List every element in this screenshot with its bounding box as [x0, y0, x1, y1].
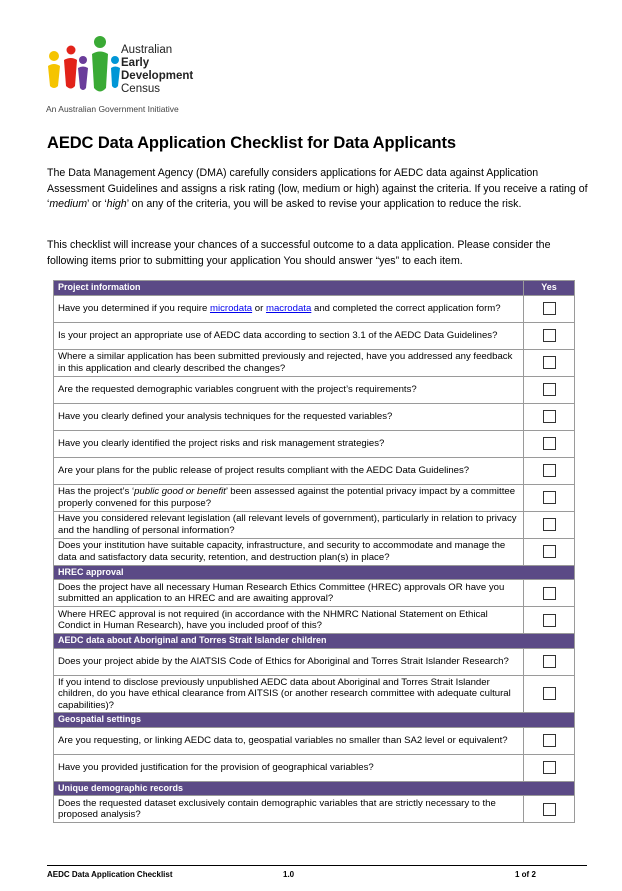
- checklist-row: [54, 322, 575, 349]
- yes-cell: [524, 796, 575, 823]
- yes-cell: [524, 607, 575, 634]
- section-header-hrec: [54, 565, 575, 580]
- macrodata-link[interactable]: macrodata: [265, 302, 312, 314]
- question-text: Where a similar application has been submitted previously and rejected, have you addressed any feedback in this application and clearly described the changes?: [54, 349, 524, 376]
- checklist-row: [54, 349, 575, 376]
- yes-cell: [524, 648, 575, 675]
- checklist-row: [54, 430, 575, 457]
- yes-column-header: Yes: [524, 281, 575, 296]
- section-title: Geospatial settings: [54, 713, 575, 728]
- logo-wordmark: [121, 44, 193, 96]
- logo-line-1: Australian: [121, 44, 173, 56]
- yes-cell: [524, 580, 575, 607]
- question-text-part: Have you determined if you require: [58, 302, 210, 314]
- checklist-row: [54, 484, 575, 511]
- checklist-row: [54, 727, 575, 754]
- section-header-aboriginal: [54, 634, 575, 649]
- page-title: AEDC Data Application Checklist for Data Applicants: [47, 134, 456, 152]
- question-text: Are you requesting, or linking AEDC data to, geospatial variables no smaller than SA2 level or equivalent?: [54, 727, 524, 754]
- yes-checkbox[interactable]: [543, 491, 556, 504]
- yes-cell: [524, 403, 575, 430]
- yes-checkbox[interactable]: [543, 587, 556, 600]
- question-text: Have you considered relevant legislation (all relevant levels of government), particularly in relation to privacy and the handling of personal information?: [54, 511, 524, 538]
- section-header-unique: [54, 781, 575, 796]
- logo-line-3: Development: [121, 70, 194, 82]
- intro-p1-text-c: ’ on any of the criteria, you will be asked to revise your application to reduce the risk.: [126, 198, 522, 210]
- yes-checkbox[interactable]: [543, 410, 556, 423]
- section-title: HREC approval: [54, 565, 575, 580]
- yes-checkbox[interactable]: [543, 655, 556, 668]
- question-text: Does your institution have suitable capacity, infrastructure, and security to accommodate and manage the data and satisfactory data security, retention, and destruction plan(s) in place?: [54, 538, 524, 565]
- aedc-logo-figures-icon: [44, 30, 124, 102]
- yes-checkbox[interactable]: [543, 545, 556, 558]
- section-title: Unique demographic records: [54, 781, 575, 796]
- question-text: Where HREC approval is not required (in accordance with the NHMRC National Statement on Ethical Condict in Human Research), have you included proof of this?: [54, 607, 524, 634]
- checklist-row: [54, 538, 575, 565]
- question-text: Have you provided justification for the provision of geographical variables?: [54, 754, 524, 781]
- checklist-row: [54, 511, 575, 538]
- question-text-part: ’ been assessed against the potential privacy impact by a committee properly convened for this purpose?: [58, 486, 516, 509]
- intro-p1-text-a: The Data Management Agency (DMA) carefully considers applications for AEDC data against Application Assessment Guidelines and assigns a risk rating (low, medium or high) against the criteria. If you receive a rating of ‘: [47, 167, 588, 210]
- yes-cell: [524, 430, 575, 457]
- yes-checkbox[interactable]: [543, 761, 556, 774]
- intro-p1-text-b: ’ or ‘: [87, 198, 107, 210]
- logo-tagline: An Australian Government Initiative: [46, 104, 179, 114]
- yes-cell: [524, 484, 575, 511]
- yes-cell: [524, 754, 575, 781]
- intro-p1-medium: medium: [49, 198, 88, 210]
- yes-checkbox[interactable]: [543, 734, 556, 747]
- question-text-part: Has the project’s ‘: [58, 486, 135, 497]
- yes-checkbox[interactable]: [543, 302, 556, 315]
- footer-document-name: AEDC Data Application Checklist: [47, 870, 173, 879]
- section-header-project: [54, 281, 575, 296]
- question-text: [54, 484, 524, 511]
- section-header-geospatial: [54, 713, 575, 728]
- logo-line-2: Early: [121, 57, 150, 69]
- question-text: Does the project have all necessary Human Research Ethics Committee (HREC) approvals OR have you submitted an application to an HREC and are awaiting approval?: [54, 580, 524, 607]
- yes-checkbox[interactable]: [543, 464, 556, 477]
- yes-cell: [524, 538, 575, 565]
- checklist-row: [54, 675, 575, 713]
- yes-cell: [524, 322, 575, 349]
- checklist-row: [54, 295, 575, 322]
- yes-checkbox[interactable]: [543, 614, 556, 627]
- yes-cell: [524, 727, 575, 754]
- question-text-part: or: [252, 302, 266, 314]
- question-text: Is your project an appropriate use of AEDC data according to section 3.1 of the AEDC Data Guidelines?: [54, 322, 524, 349]
- footer-divider: [47, 865, 587, 866]
- checklist-table: [53, 280, 575, 823]
- checklist-row: [54, 403, 575, 430]
- question-text-part: and completed the correct application form?: [311, 302, 501, 314]
- question-emphasis: public good or benefit: [134, 486, 226, 497]
- yes-cell: [524, 295, 575, 322]
- yes-checkbox[interactable]: [543, 803, 556, 816]
- intro-paragraph-2: This checklist will increase your chances of a successful outcome to a data application. Please consider the following items prior to submitting your application You should answer “yes” to each item.: [47, 239, 551, 267]
- checklist-row: [54, 648, 575, 675]
- question-text: Have you clearly defined your analysis techniques for the requested variables?: [54, 403, 524, 430]
- question-text: Have you clearly identified the project risks and risk management strategies?: [54, 430, 524, 457]
- section-title: Project information: [54, 281, 524, 296]
- checklist-row: [54, 796, 575, 823]
- question-text: Does your project abide by the AIATSIS Code of Ethics for Aboriginal and Torres Strait Islander Research?: [54, 648, 524, 675]
- checklist-row: [54, 754, 575, 781]
- intro-p1-high: high: [106, 198, 127, 210]
- question-text: [54, 295, 524, 322]
- aedc-logo: [44, 30, 224, 120]
- question-text: If you intend to disclose previously unpublished AEDC data about Aboriginal and Torres Strait Islander children, do you have ethical clearance from AITSIS (or another research committee with adequate cultural capabilities)?: [54, 675, 524, 713]
- question-text: Does the requested dataset exclusively contain demographic variables that are strictly necessary to the proposed analysis?: [54, 796, 524, 823]
- yes-checkbox[interactable]: [543, 329, 556, 342]
- footer-version: 1.0: [283, 870, 295, 879]
- microdata-link[interactable]: microdata: [209, 302, 253, 314]
- yes-cell: [524, 675, 575, 713]
- yes-checkbox[interactable]: [543, 518, 556, 531]
- checklist-row: [54, 607, 575, 634]
- checklist-row: [54, 580, 575, 607]
- yes-checkbox[interactable]: [543, 687, 556, 700]
- yes-checkbox[interactable]: [543, 383, 556, 396]
- checklist-row: [54, 457, 575, 484]
- checklist-row: [54, 376, 575, 403]
- logo-line-4: Census: [121, 83, 160, 95]
- yes-checkbox[interactable]: [543, 356, 556, 369]
- yes-cell: [524, 349, 575, 376]
- question-text: Are the requested demographic variables congruent with the project’s requirements?: [54, 376, 524, 403]
- section-title: AEDC data about Aboriginal and Torres Strait Islander children: [54, 634, 575, 649]
- question-text: Are your plans for the public release of project results compliant with the AEDC Data Guidelines?: [54, 457, 524, 484]
- yes-cell: [524, 511, 575, 538]
- yes-cell: [524, 376, 575, 403]
- footer-page-number: 1 of 2: [515, 870, 536, 879]
- yes-checkbox[interactable]: [543, 437, 556, 450]
- yes-cell: [524, 457, 575, 484]
- intro-paragraph-1: [47, 166, 592, 213]
